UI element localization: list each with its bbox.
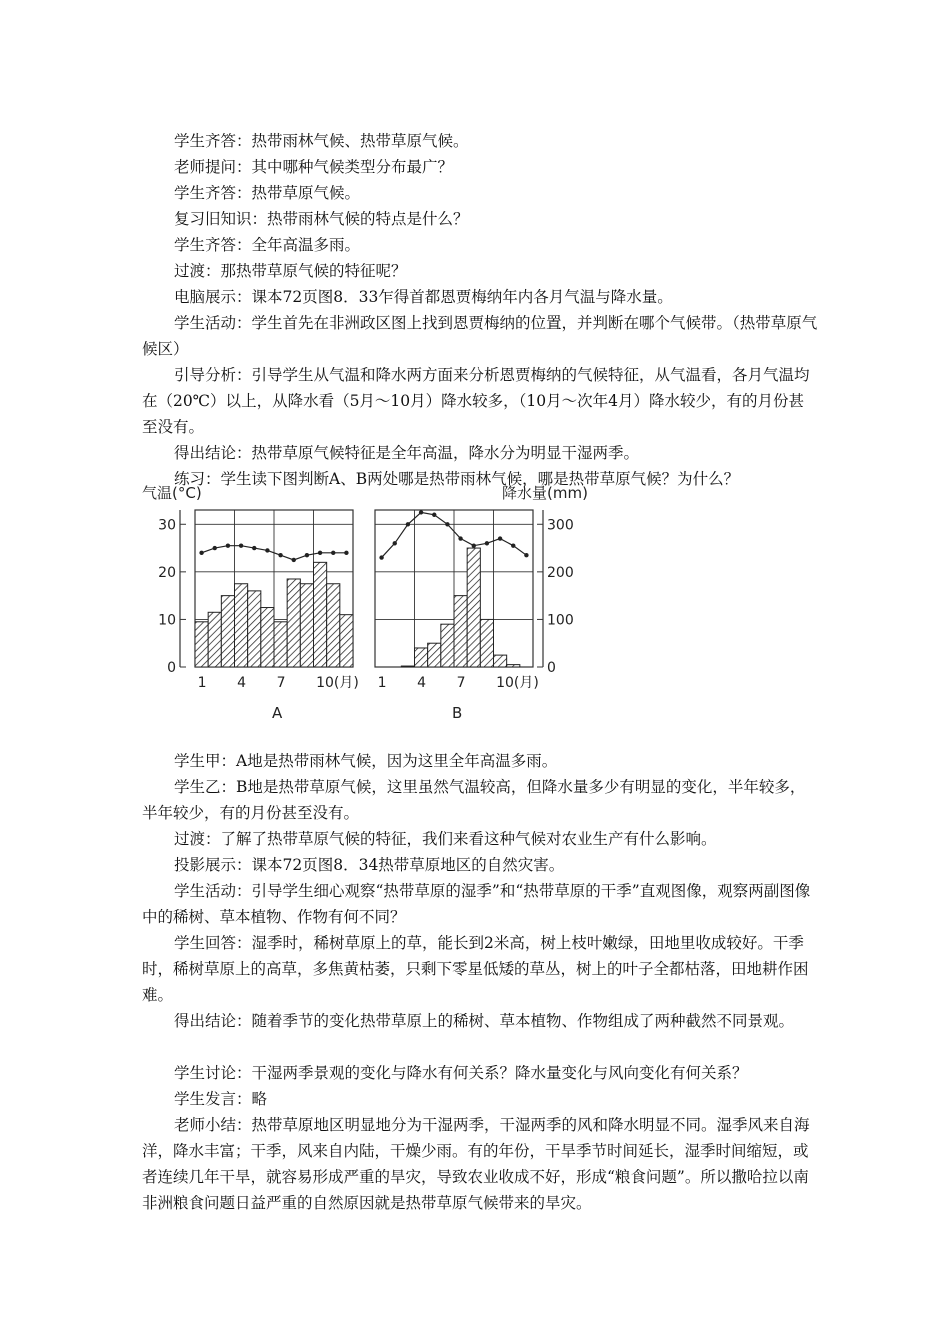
climate-chart-figure [140,480,588,725]
x-tick-label: 4 [237,675,247,691]
paragraph: 引导分析：引导学生从气温和降水两方面来分析恩贾梅纳的气候特征，从气温看，各月气温均在（20℃）以上，从降水看（5月～10月）降水较多，（10月～次年4月）降水较少，有的月份甚至没有。 [142,366,810,436]
precipitation-bar [314,562,327,667]
chart-a-label: A [272,704,283,722]
x-tick-label: 7 [456,675,466,691]
paragraph: 学生甲：A地是热带雨林气候，因为这里全年高温多雨。 [174,752,558,770]
paragraph: 学生齐答：全年高温多雨。 [174,236,361,254]
paragraph: 学生回答：湿季时，稀树草原上的草，能长到2米高，树上枝叶嫩绿，田地里收成较好。干季时，稀树草原上的高草，多焦黄枯萎，只剩下零星低矮的草丛，树上的叶子全都枯落，田地耕作困难。 [142,934,809,1004]
chart-b-panel [375,510,574,691]
paragraph: 学生乙：B地是热带草原气候，这里虽然气温较高，但降水量多少有明显的变化，半年较多，半年较少，有的月份甚至没有。 [142,778,806,822]
temperature-point [445,522,449,526]
paragraph: 电脑展示：课本72页图8．33乍得首都恩贾梅纳年内各月气温与降水量。 [174,288,673,306]
temperature-point [265,548,269,552]
chart-a-panel [158,510,359,691]
x-tick-label: 1 [197,675,207,691]
precipitation-bar [327,584,340,667]
paragraph: 学生齐答：热带雨林气候、热带草原气候。 [174,132,469,150]
precipitation-bar [467,548,480,667]
temperature-point [406,522,410,526]
temperature-point [524,553,528,557]
temperature-point [472,543,476,547]
precipitation-bar [248,591,261,667]
precipitation-tick-label: 0 [547,660,556,676]
precipitation-bar [287,579,300,667]
temperature-point [485,541,489,545]
precipitation-bar [195,622,208,667]
paragraph: 过渡：了解了热带草原气候的特征，我们来看这种气候对农业生产有什么影响。 [174,830,717,848]
precipitation-bar [340,615,353,667]
x-tick-label: 10(月) [316,675,359,691]
temperature-point [511,543,515,547]
temperature-point [379,555,383,559]
paragraph: 学生齐答：热带草原气候。 [174,184,361,202]
temperature-point [252,546,256,550]
precipitation-bar [300,584,313,667]
paragraph: 复习旧知识：热带雨林气候的特点是什么？ [174,210,469,228]
x-tick-label: 1 [377,675,387,691]
precipitation-tick-label: 200 [547,564,574,581]
temperature-point [278,553,282,557]
x-tick-label: 10(月) [496,675,539,691]
precipitation-bar [401,666,414,667]
paragraph: 投影展示：课本72页图8．34热带草原地区的自然灾害。 [174,856,565,874]
temperature-point [344,551,348,555]
precipitation-bar [415,648,428,667]
paragraph: 学生讨论：干湿两季景观的变化与降水有何关系？降水量变化与风向变化有何关系？ [174,1064,748,1082]
temperature-axis-title: 气温(°C) [142,484,202,502]
chart-b-label: B [452,704,463,722]
temperature-point [432,513,436,517]
paragraph: 得出结论：热带草原气候特征是全年高温，降水分为明显干湿两季。 [174,444,640,462]
precipitation-bar [480,619,493,667]
temperature-point [292,558,296,562]
temperature-point [318,551,322,555]
precipitation-bar [261,608,274,667]
temperature-tick-label: 30 [158,517,176,534]
paragraph: 练习：学生读下图判断A、B两处哪是热带雨林气候，哪是热带草原气候？为什么？ [174,470,740,488]
temperature-point [213,546,217,550]
precipitation-bar [235,584,248,667]
precipitation-bar [454,596,467,667]
paragraph: 老师小结：热带草原地区明显地分为干湿两季，干湿两季的风和降水明显不同。湿季风来自海洋，降水丰富；干季，风来自内陆，干燥少雨。有的年份，干旱季节时间延长，湿季时间缩短，或者连续几年干旱，就容易形成严重的旱灾，导致农业收成不好，形成“粮食问题”。所以撒哈拉以南非洲粮食问题日益严重的自然原因就是热带草原气候带来的旱灾。 [142,1116,810,1212]
temperature-point [226,543,230,547]
precipitation-bar [441,624,454,667]
temperature-point [199,551,203,555]
x-tick-label: 7 [276,675,286,691]
precipitation-bar [274,622,287,667]
temperature-tick-label: 10 [158,612,176,629]
temperature-point [305,553,309,557]
precipitation-tick-label: 300 [547,517,574,534]
paragraph: 学生活动：学生首先在非洲政区图上找到恩贾梅纳的位置，并判断在哪个气候带。（热带草原气候区） [142,314,818,358]
paragraph: 学生发言：略 [174,1090,268,1108]
temperature-point [393,541,397,545]
precipitation-bar [428,643,441,667]
x-tick-label: 4 [417,675,427,691]
paragraph: 老师提问：其中哪种气候类型分布最广？ [174,158,454,176]
paragraph: 得出结论：随着季节的变化热带草原上的稀树、草本植物、作物组成了两种截然不同景观。 [174,1012,795,1030]
precipitation-tick-label: 100 [547,612,574,629]
paragraph: 学生活动：引导学生细心观察“热带草原的湿季”和“热带草原的干季”直观图像，观察两副图像中的稀树、草本植物、作物有何不同？ [142,882,811,926]
temperature-point [458,536,462,540]
temperature-point [498,536,502,540]
precipitation-axis-title: 降水量(mm) [502,484,588,502]
temperature-point [419,510,423,514]
temperature-point [239,543,243,547]
precipitation-bar [221,596,234,667]
precipitation-bar [507,665,520,667]
temperature-point [331,551,335,555]
temperature-tick-label: 20 [158,564,176,581]
temperature-tick-label: 0 [167,660,176,676]
paragraph: 过渡：那热带草原气候的特征呢？ [174,262,407,280]
precipitation-bar [208,612,221,667]
precipitation-bar [494,655,507,667]
